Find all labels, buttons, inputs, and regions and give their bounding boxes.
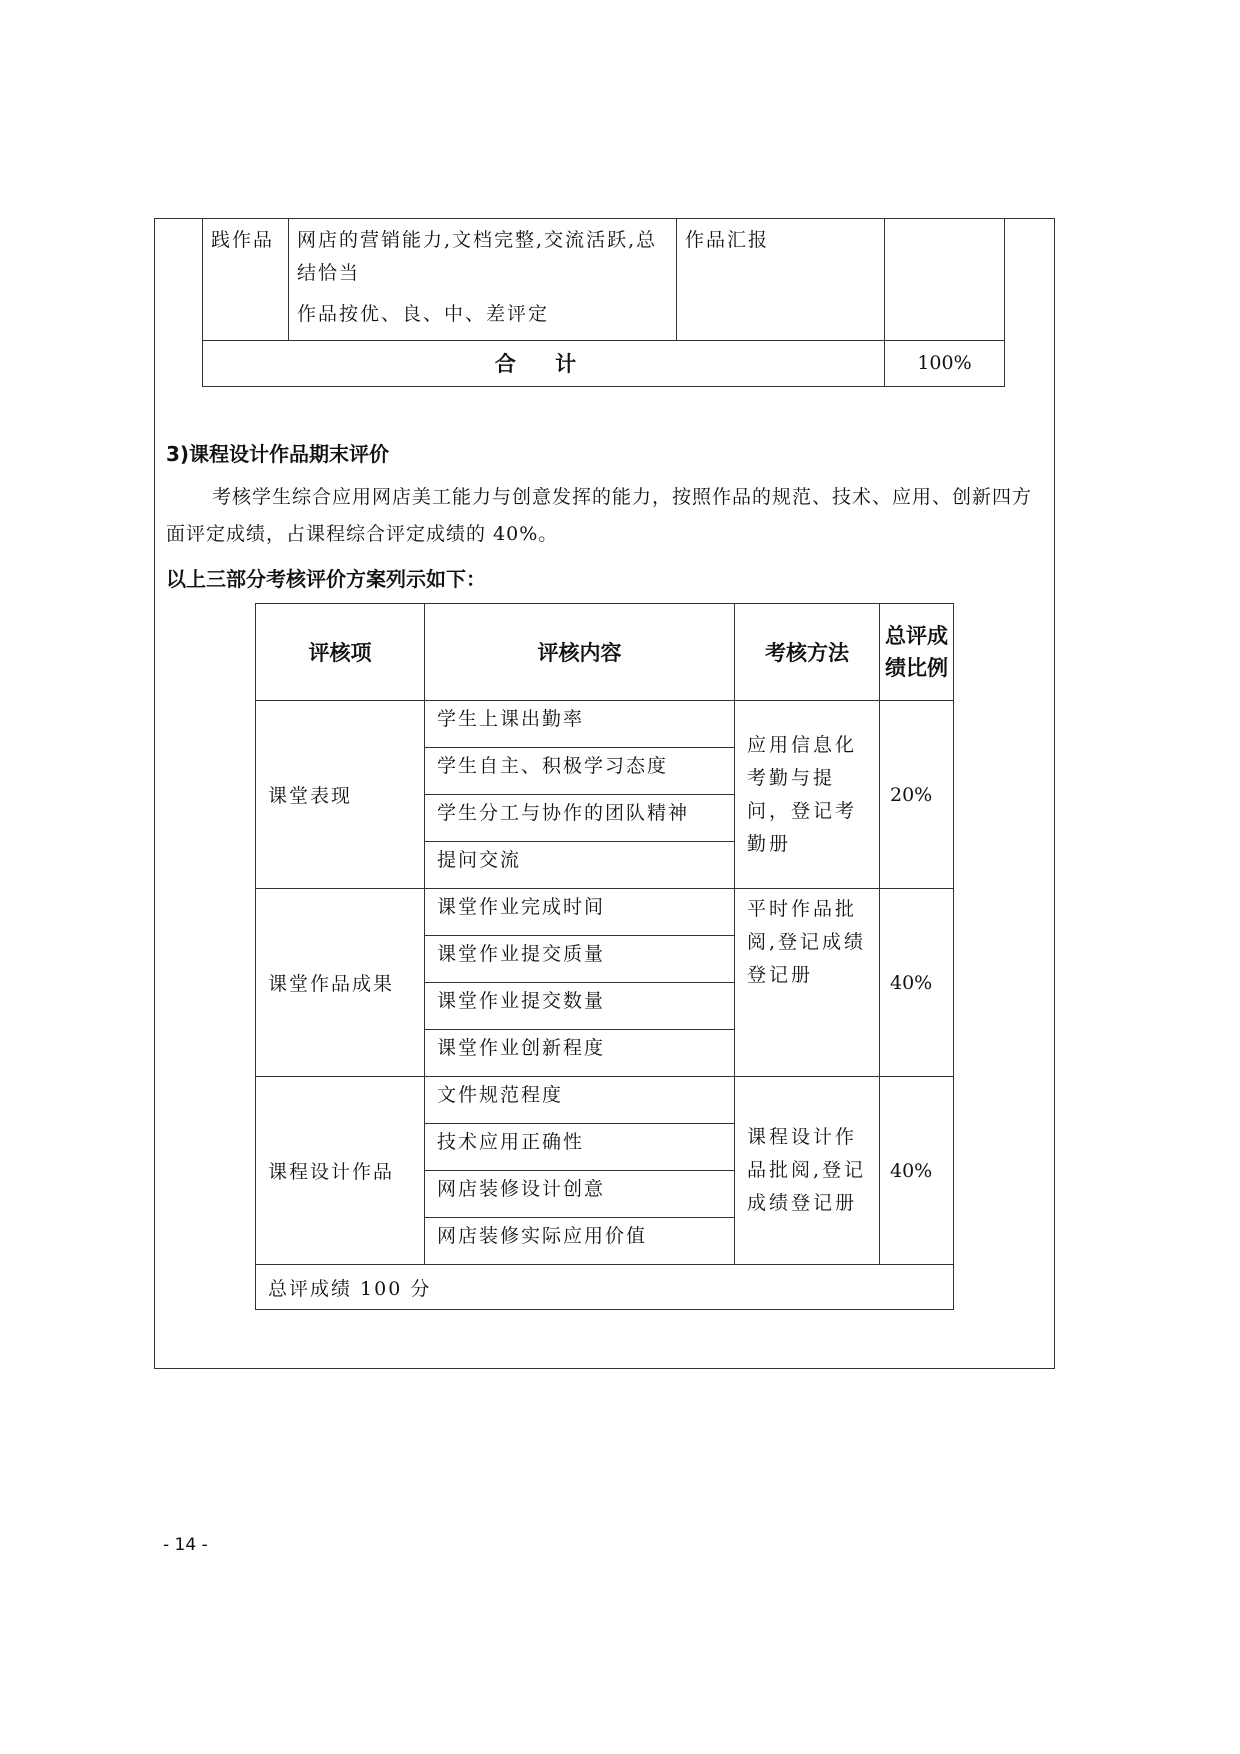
assessment-ratio: [885, 218, 1005, 341]
section-paragraph: 考核学生综合应用网店美工能力与创意发挥的能力，按照作品的规范、技术、应用、创新四方面评定成绩，占课程综合评定成绩的 40%。: [166, 486, 1033, 545]
footer-row: [256, 1265, 954, 1310]
header-row: [256, 604, 954, 701]
scheme-content: 网店装修实际应用价值: [425, 1218, 735, 1265]
total-label: 合 计: [203, 341, 885, 387]
assessment-method: 作品汇报: [677, 218, 885, 341]
scheme-content: 课堂作业完成时间: [425, 889, 735, 936]
content-line: 作品按优、良、中、差评定: [297, 303, 550, 325]
scheme-method: 平时作品批阅,登记成绩登记册: [735, 889, 880, 1077]
header-content: 评核内容: [425, 604, 735, 701]
summary-heading: 以上三部分考核评价方案列示如下：: [166, 567, 486, 591]
scheme-ratio: 20%: [880, 701, 954, 889]
scheme-ratio: 40%: [880, 889, 954, 1077]
scheme-content: 文件规范程度: [425, 1077, 735, 1124]
section-heading: 3)课程设计作品期末评价: [166, 442, 390, 466]
total-value: 100%: [885, 341, 1005, 387]
scheme-content: 课堂作业创新程度: [425, 1030, 735, 1077]
scheme-item: 课堂作品成果: [256, 889, 425, 1077]
table-row: [203, 218, 1005, 341]
header-method: 考核方法: [735, 604, 880, 701]
content-line: 网店的营销能力,文档完整,交流活跃,总结恰当: [297, 229, 658, 284]
total-score-note: 总评成绩 100 分: [256, 1265, 954, 1310]
assessment-item: 践作品: [203, 218, 289, 341]
scheme-method: 应用信息化考勤与提问，登记考勤册: [735, 701, 880, 889]
scheme-content: 网店装修设计创意: [425, 1171, 735, 1218]
table-row: [256, 701, 954, 748]
total-row: [203, 341, 1005, 387]
header-ratio: 总评成绩比例: [880, 604, 954, 701]
scheme-content: 学生自主、积极学习态度: [425, 748, 735, 795]
scheme-content: 课堂作业提交质量: [425, 936, 735, 983]
scheme-method: 课程设计作品批阅,登记成绩登记册: [735, 1077, 880, 1265]
scheme-content: 学生分工与协作的团队精神: [425, 795, 735, 842]
scheme-ratio: 40%: [880, 1077, 954, 1265]
scheme-item: 课程设计作品: [256, 1077, 425, 1265]
assessment-scheme-table: [255, 603, 954, 1310]
assessment-table-continued: [202, 218, 1005, 387]
scheme-content: 技术应用正确性: [425, 1124, 735, 1171]
header-item: 评核项: [256, 604, 425, 701]
scheme-item: 课堂表现: [256, 701, 425, 889]
scheme-content: 课堂作业提交数量: [425, 983, 735, 1030]
assessment-content: [289, 218, 677, 341]
table-row: [256, 889, 954, 936]
table-row: [256, 1077, 954, 1124]
scheme-content: 学生上课出勤率: [425, 701, 735, 748]
page-number: - 14 -: [163, 1535, 208, 1555]
scheme-content: 提问交流: [425, 842, 735, 889]
